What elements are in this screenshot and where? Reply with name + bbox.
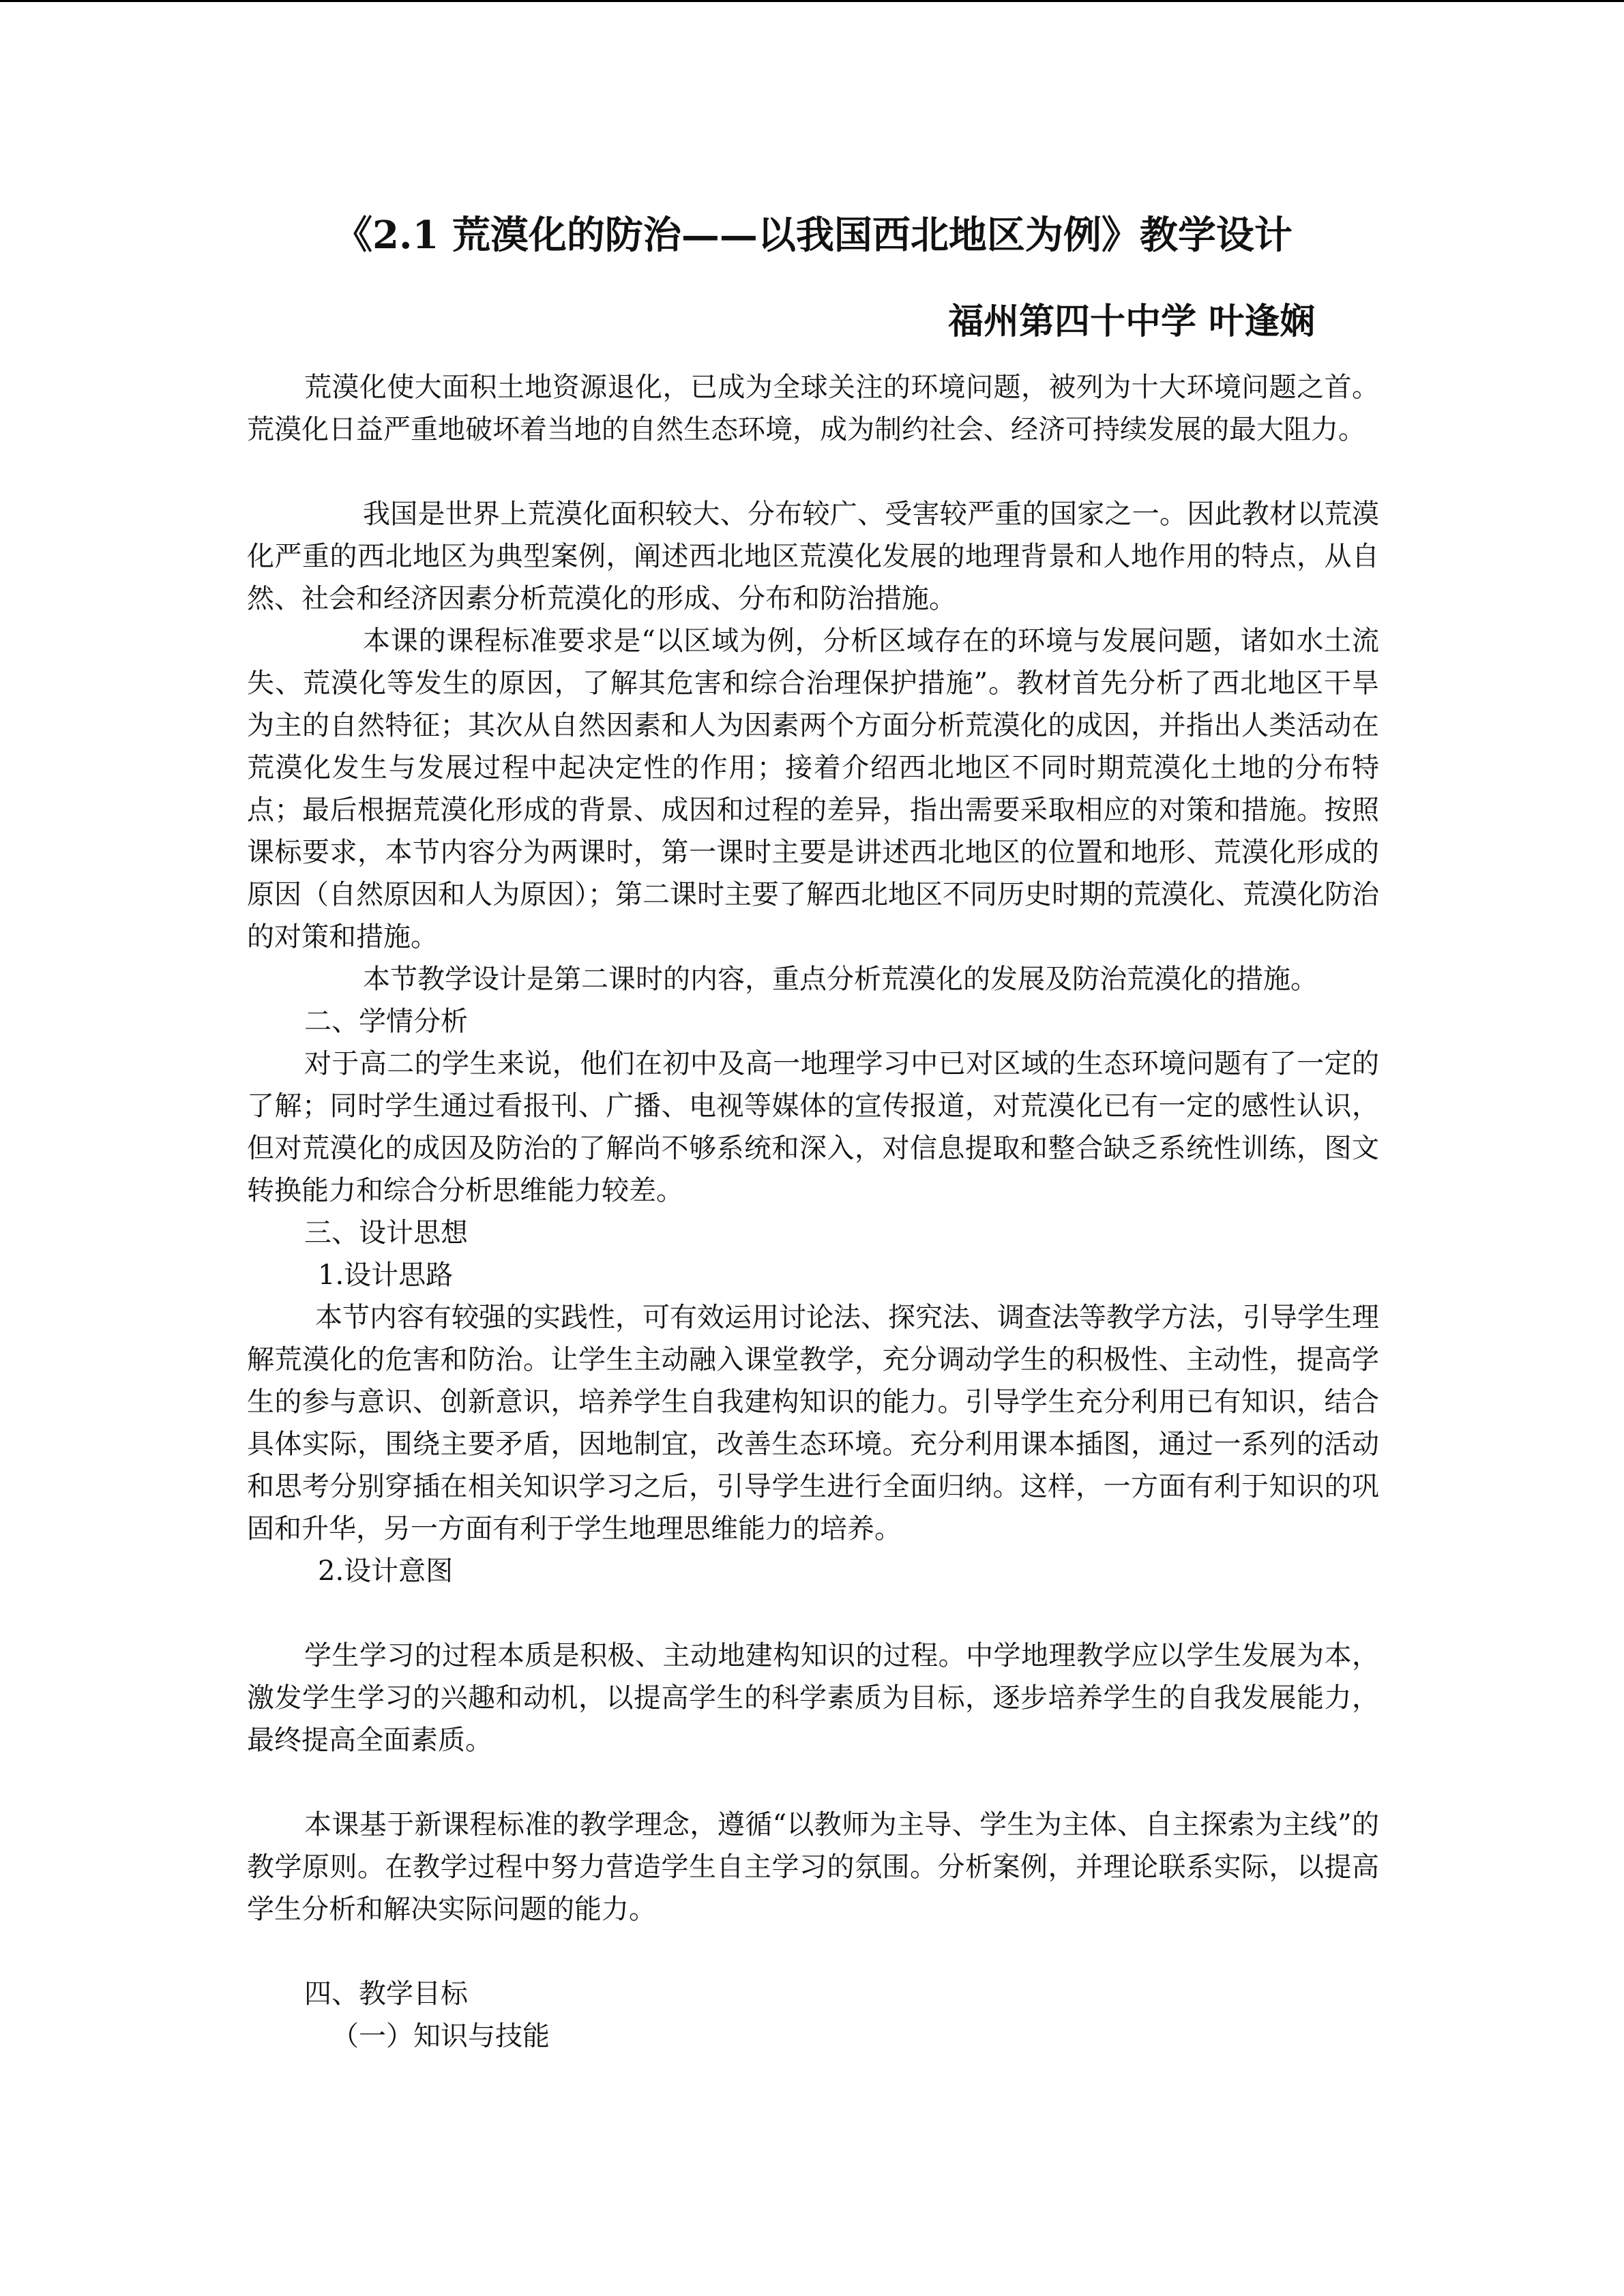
intro-paragraph-2: 我国是世界上荒漠化面积较大、分布较广、受害较严重的国家之一。因此教材以荒漠化严重的西北地区为典型案例，阐述西北地区荒漠化发展的地理背景和人地作用的特点，从自然、社会和经济因素分析荒漠化的形成、分布和防治措施。 <box>247 498 1379 614</box>
document-title: 《2.1 荒漠化的防治——以我国西北地区为例》教学设计 <box>334 213 1293 258</box>
document-author: 福州第四十中学 叶逢娴 <box>948 301 1316 342</box>
intro-paragraph-4: 本节教学设计是第二课时的内容，重点分析荒漠化的发展及防治荒漠化的措施。 <box>363 964 1318 995</box>
design-intent-paragraph-1: 学生学习的过程本质是积极、主动地建构知识的过程。中学地理教学应以学生发展为本，激发学生学习的兴趣和动机，以提高学生的科学素质为目标，逐步培养学生的自我发展能力，最终提高全面素质。 <box>247 1640 1379 1756</box>
section-heading-learner-analysis: 二、学情分析 <box>304 1006 468 1037</box>
design-approach-paragraph: 本节内容有较强的实践性，可有效运用讨论法、探究法、调查法等教学方法，引导学生理解荒漠化的危害和防治。让学生主动融入课堂教学，充分调动学生的积极性、主动性，提高学生的参与意识、创新意识，培养学生自我建构知识的能力。引导学生充分利用已有知识，结合具体实际，围绕主要矛盾，因地制宜，改善生态环境。充分利用课本插图，通过一系列的活动和思考分别穿插在相关知识学习之后，引导学生进行全面归纳。这样，一方面有利于知识的巩固和升华，另一方面有利于学生地理思维能力的培养。 <box>247 1302 1379 1545</box>
page-top-border <box>0 0 1624 2</box>
subheading-knowledge-skills: （一）知识与技能 <box>331 2021 550 2052</box>
section-heading-teaching-objectives: 四、教学目标 <box>304 1978 468 2010</box>
intro-paragraph-1: 荒漠化使大面积土地资源退化，已成为全球关注的环境问题，被列为十大环境问题之首。荒漠化日益严重地破坏着当地的自然生态环境，成为制约社会、经济可持续发展的最大阻力。 <box>247 372 1379 445</box>
subheading-design-approach: 1.设计思路 <box>318 1259 454 1291</box>
section-heading-design-thinking: 三、设计思想 <box>304 1217 468 1249</box>
subheading-design-intent: 2.设计意图 <box>318 1555 454 1587</box>
intro-paragraph-3: 本课的课程标准要求是“以区域为例，分析区域存在的环境与发展问题，诸如水土流失、荒漠化等发生的原因，了解其危害和综合治理保护措施”。教材首先分析了西北地区干旱为主的自然特征；其次从自然因素和人为因素两个方面分析荒漠化的成因，并指出人类活动在荒漠化发生与发展过程中起决定性的作用；接着介绍西北地区不同时期荒漠化土地的分布特点；最后根据荒漠化形成的背景、成因和过程的差异，指出需要采取相应的对策和措施。按照课标要求，本节内容分为两课时，第一课时主要是讲述西北地区的位置和地形、荒漠化形成的原因（自然原因和人为原因）；第二课时主要了解西北地区不同历史时期的荒漠化、荒漠化防治的对策和措施。 <box>247 625 1379 953</box>
design-intent-paragraph-2: 本课基于新课程标准的教学理念，遵循“以教师为主导、学生为主体、自主探索为主线”的教学原则。在教学过程中努力营造学生自主学习的氛围。分析案例，并理论联系实际，以提高学生分析和解决实际问题的能力。 <box>247 1809 1379 1925</box>
learner-analysis-paragraph: 对于高二的学生来说，他们在初中及高一地理学习中已对区域的生态环境问题有了一定的了解；同时学生通过看报刊、广播、电视等媒体的宣传报道，对荒漠化已有一定的感性认识，但对荒漠化的成因及防治的了解尚不够系统和深入，对信息提取和整合缺乏系统性训练，图文转换能力和综合分析思维能力较差。 <box>247 1048 1379 1206</box>
